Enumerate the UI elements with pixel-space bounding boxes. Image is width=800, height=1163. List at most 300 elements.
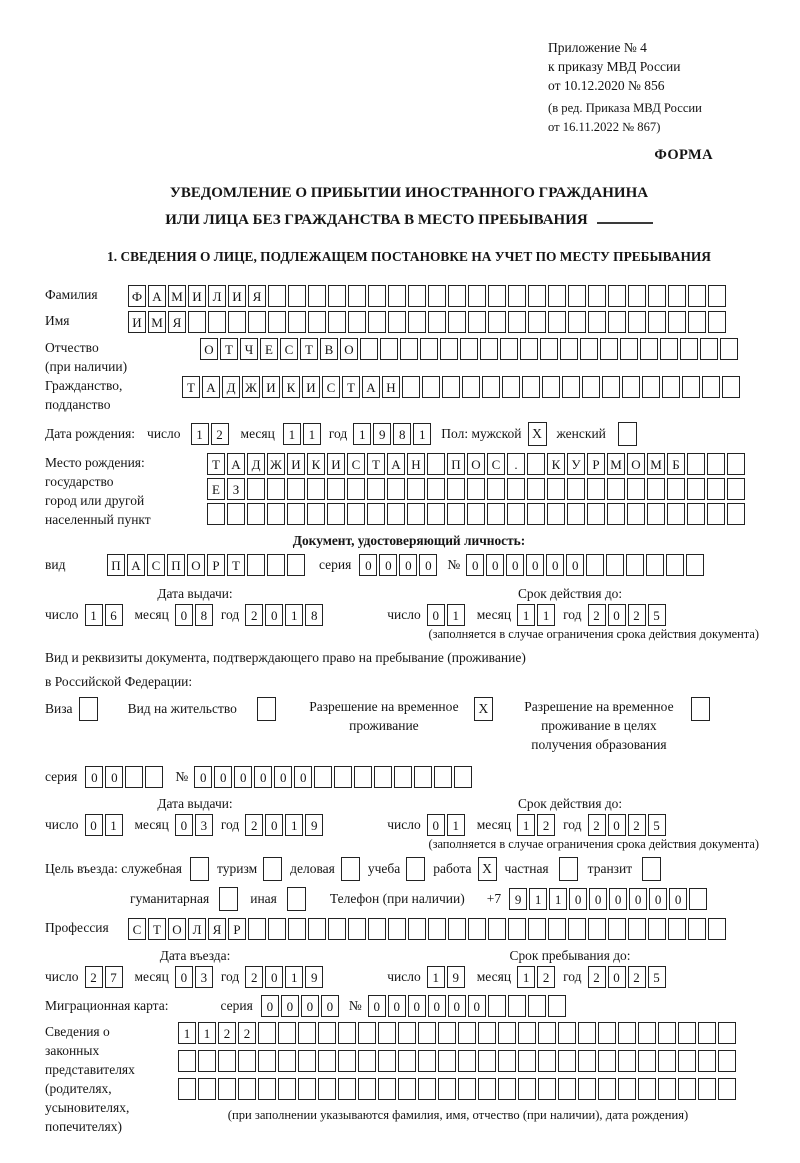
char-cell[interactable]: 0: [261, 995, 279, 1017]
char-cell[interactable]: 7: [105, 966, 123, 988]
char-cell[interactable]: [207, 503, 225, 525]
char-cell[interactable]: [414, 766, 432, 788]
char-cell[interactable]: 1: [529, 888, 547, 910]
char-cell[interactable]: 9: [509, 888, 527, 910]
char-cell[interactable]: [547, 478, 565, 500]
char-cell[interactable]: И: [262, 376, 280, 398]
char-cell[interactable]: 9: [305, 814, 323, 836]
char-cell[interactable]: [508, 311, 526, 333]
char-cell[interactable]: [498, 1050, 516, 1072]
char-cell[interactable]: О: [200, 338, 218, 360]
char-cell[interactable]: [418, 1078, 436, 1100]
char-cell[interactable]: [708, 918, 726, 940]
char-cell[interactable]: [718, 1078, 736, 1100]
char-cell[interactable]: [668, 918, 686, 940]
char-cell[interactable]: [348, 285, 366, 307]
char-cell[interactable]: [288, 285, 306, 307]
char-cell[interactable]: [542, 376, 560, 398]
char-cell[interactable]: [328, 918, 346, 940]
char-cell[interactable]: [427, 503, 445, 525]
char-cell[interactable]: 0: [669, 888, 687, 910]
char-cell[interactable]: 0: [254, 766, 272, 788]
char-cell[interactable]: [287, 503, 305, 525]
char-cell[interactable]: [508, 285, 526, 307]
char-cell[interactable]: 2: [85, 966, 103, 988]
char-cell[interactable]: [388, 311, 406, 333]
char-cell[interactable]: [558, 1078, 576, 1100]
char-cell[interactable]: 1: [427, 966, 445, 988]
char-cell[interactable]: 2: [537, 966, 555, 988]
char-cell[interactable]: 0: [466, 554, 484, 576]
char-cell[interactable]: 0: [569, 888, 587, 910]
char-cell[interactable]: 1: [283, 423, 301, 445]
visa-checkbox[interactable]: [79, 697, 98, 721]
char-cell[interactable]: [720, 338, 738, 360]
char-cell[interactable]: К: [282, 376, 300, 398]
char-cell[interactable]: 1: [353, 423, 371, 445]
char-cell[interactable]: [420, 338, 438, 360]
char-cell[interactable]: 0: [506, 554, 524, 576]
char-cell[interactable]: [547, 503, 565, 525]
char-cell[interactable]: [307, 503, 325, 525]
char-cell[interactable]: [418, 1050, 436, 1072]
char-cell[interactable]: С: [280, 338, 298, 360]
char-cell[interactable]: 0: [214, 766, 232, 788]
char-cell[interactable]: [538, 1022, 556, 1044]
char-cell[interactable]: А: [387, 453, 405, 475]
char-cell[interactable]: С: [347, 453, 365, 475]
char-cell[interactable]: [528, 995, 546, 1017]
char-cell[interactable]: [558, 1022, 576, 1044]
char-cell[interactable]: [588, 311, 606, 333]
char-cell[interactable]: [687, 503, 705, 525]
char-cell[interactable]: [508, 918, 526, 940]
char-cell[interactable]: 0: [194, 766, 212, 788]
char-cell[interactable]: [308, 285, 326, 307]
char-cell[interactable]: 1: [517, 604, 535, 626]
char-cell[interactable]: Т: [148, 918, 166, 940]
char-cell[interactable]: Ч: [240, 338, 258, 360]
char-cell[interactable]: Е: [207, 478, 225, 500]
char-cell[interactable]: [718, 1022, 736, 1044]
char-cell[interactable]: [218, 1078, 236, 1100]
char-cell[interactable]: [607, 503, 625, 525]
char-cell[interactable]: [422, 376, 440, 398]
char-cell[interactable]: [600, 338, 618, 360]
char-cell[interactable]: 0: [428, 995, 446, 1017]
char-cell[interactable]: 3: [195, 814, 213, 836]
char-cell[interactable]: Н: [382, 376, 400, 398]
char-cell[interactable]: [327, 503, 345, 525]
char-cell[interactable]: 2: [588, 814, 606, 836]
char-cell[interactable]: К: [307, 453, 325, 475]
char-cell[interactable]: [647, 503, 665, 525]
char-cell[interactable]: 0: [301, 995, 319, 1017]
char-cell[interactable]: 2: [628, 814, 646, 836]
char-cell[interactable]: М: [148, 311, 166, 333]
char-cell[interactable]: [407, 478, 425, 500]
char-cell[interactable]: [540, 338, 558, 360]
char-cell[interactable]: 2: [588, 966, 606, 988]
char-cell[interactable]: 0: [427, 814, 445, 836]
char-cell[interactable]: 0: [265, 604, 283, 626]
char-cell[interactable]: И: [327, 453, 345, 475]
char-cell[interactable]: [268, 311, 286, 333]
char-cell[interactable]: [708, 311, 726, 333]
char-cell[interactable]: [508, 995, 526, 1017]
char-cell[interactable]: [587, 478, 605, 500]
char-cell[interactable]: [702, 376, 720, 398]
char-cell[interactable]: .: [507, 453, 525, 475]
char-cell[interactable]: [678, 1078, 696, 1100]
char-cell[interactable]: [378, 1078, 396, 1100]
char-cell[interactable]: 0: [566, 554, 584, 576]
char-cell[interactable]: [407, 503, 425, 525]
char-cell[interactable]: [707, 478, 725, 500]
purpose-work-checkbox[interactable]: X: [478, 857, 497, 881]
char-cell[interactable]: Л: [208, 285, 226, 307]
char-cell[interactable]: Т: [342, 376, 360, 398]
char-cell[interactable]: Е: [260, 338, 278, 360]
char-cell[interactable]: [587, 503, 605, 525]
char-cell[interactable]: [267, 503, 285, 525]
char-cell[interactable]: 0: [608, 966, 626, 988]
char-cell[interactable]: Т: [182, 376, 200, 398]
char-cell[interactable]: [368, 918, 386, 940]
char-cell[interactable]: [527, 453, 545, 475]
char-cell[interactable]: [482, 376, 500, 398]
char-cell[interactable]: Ж: [242, 376, 260, 398]
char-cell[interactable]: [606, 554, 624, 576]
char-cell[interactable]: [658, 1050, 676, 1072]
char-cell[interactable]: [520, 338, 538, 360]
char-cell[interactable]: [558, 1050, 576, 1072]
char-cell[interactable]: [578, 1050, 596, 1072]
char-cell[interactable]: О: [627, 453, 645, 475]
char-cell[interactable]: [358, 1078, 376, 1100]
char-cell[interactable]: 2: [628, 966, 646, 988]
char-cell[interactable]: 5: [648, 604, 666, 626]
char-cell[interactable]: [560, 338, 578, 360]
char-cell[interactable]: [458, 1022, 476, 1044]
char-cell[interactable]: [447, 503, 465, 525]
char-cell[interactable]: [125, 766, 143, 788]
char-cell[interactable]: 0: [468, 995, 486, 1017]
char-cell[interactable]: [658, 1078, 676, 1100]
char-cell[interactable]: [287, 478, 305, 500]
char-cell[interactable]: [548, 995, 566, 1017]
char-cell[interactable]: [298, 1078, 316, 1100]
char-cell[interactable]: Т: [227, 554, 245, 576]
char-cell[interactable]: 0: [629, 888, 647, 910]
purpose-study-checkbox[interactable]: [406, 857, 425, 881]
char-cell[interactable]: [662, 376, 680, 398]
char-cell[interactable]: [238, 1078, 256, 1100]
char-cell[interactable]: 0: [175, 604, 193, 626]
char-cell[interactable]: [487, 478, 505, 500]
char-cell[interactable]: А: [127, 554, 145, 576]
char-cell[interactable]: А: [202, 376, 220, 398]
char-cell[interactable]: П: [447, 453, 465, 475]
char-cell[interactable]: [308, 311, 326, 333]
char-cell[interactable]: [488, 311, 506, 333]
char-cell[interactable]: [298, 1022, 316, 1044]
char-cell[interactable]: [618, 1022, 636, 1044]
char-cell[interactable]: 2: [245, 604, 263, 626]
char-cell[interactable]: 2: [588, 604, 606, 626]
char-cell[interactable]: У: [567, 453, 585, 475]
char-cell[interactable]: 0: [399, 554, 417, 576]
char-cell[interactable]: А: [148, 285, 166, 307]
char-cell[interactable]: [318, 1078, 336, 1100]
char-cell[interactable]: [354, 766, 372, 788]
char-cell[interactable]: [582, 376, 600, 398]
char-cell[interactable]: [427, 478, 445, 500]
char-cell[interactable]: [428, 311, 446, 333]
char-cell[interactable]: [608, 285, 626, 307]
char-cell[interactable]: [648, 285, 666, 307]
char-cell[interactable]: 8: [305, 604, 323, 626]
char-cell[interactable]: [638, 1050, 656, 1072]
char-cell[interactable]: [367, 503, 385, 525]
char-cell[interactable]: [618, 1050, 636, 1072]
char-cell[interactable]: [686, 554, 704, 576]
char-cell[interactable]: [438, 1022, 456, 1044]
char-cell[interactable]: [427, 453, 445, 475]
char-cell[interactable]: [668, 311, 686, 333]
char-cell[interactable]: [588, 285, 606, 307]
char-cell[interactable]: [247, 503, 265, 525]
char-cell[interactable]: [622, 376, 640, 398]
char-cell[interactable]: [648, 311, 666, 333]
char-cell[interactable]: И: [128, 311, 146, 333]
char-cell[interactable]: [528, 311, 546, 333]
char-cell[interactable]: [145, 766, 163, 788]
char-cell[interactable]: В: [320, 338, 338, 360]
char-cell[interactable]: 0: [105, 766, 123, 788]
char-cell[interactable]: [518, 1022, 536, 1044]
char-cell[interactable]: [400, 338, 418, 360]
char-cell[interactable]: Р: [587, 453, 605, 475]
char-cell[interactable]: [648, 918, 666, 940]
char-cell[interactable]: [568, 285, 586, 307]
char-cell[interactable]: [638, 1022, 656, 1044]
char-cell[interactable]: 1: [285, 814, 303, 836]
char-cell[interactable]: [527, 503, 545, 525]
char-cell[interactable]: [680, 338, 698, 360]
char-cell[interactable]: [707, 453, 725, 475]
purpose-humanitarian-checkbox[interactable]: [219, 887, 238, 911]
char-cell[interactable]: [347, 478, 365, 500]
char-cell[interactable]: [507, 478, 525, 500]
char-cell[interactable]: [328, 285, 346, 307]
char-cell[interactable]: [448, 311, 466, 333]
char-cell[interactable]: [678, 1050, 696, 1072]
temp-permit-checkbox[interactable]: X: [474, 697, 493, 721]
char-cell[interactable]: [578, 1078, 596, 1100]
char-cell[interactable]: 1: [285, 604, 303, 626]
char-cell[interactable]: [278, 1078, 296, 1100]
char-cell[interactable]: 5: [648, 966, 666, 988]
char-cell[interactable]: [468, 311, 486, 333]
char-cell[interactable]: 2: [537, 814, 555, 836]
char-cell[interactable]: П: [107, 554, 125, 576]
char-cell[interactable]: [398, 1050, 416, 1072]
char-cell[interactable]: [248, 918, 266, 940]
char-cell[interactable]: 1: [517, 966, 535, 988]
char-cell[interactable]: 0: [175, 966, 193, 988]
char-cell[interactable]: 1: [285, 966, 303, 988]
char-cell[interactable]: [267, 478, 285, 500]
char-cell[interactable]: [247, 478, 265, 500]
char-cell[interactable]: [628, 918, 646, 940]
char-cell[interactable]: [660, 338, 678, 360]
char-cell[interactable]: Я: [248, 285, 266, 307]
char-cell[interactable]: [418, 1022, 436, 1044]
char-cell[interactable]: [698, 1078, 716, 1100]
char-cell[interactable]: [367, 478, 385, 500]
char-cell[interactable]: С: [322, 376, 340, 398]
char-cell[interactable]: 0: [85, 814, 103, 836]
char-cell[interactable]: 1: [517, 814, 535, 836]
char-cell[interactable]: 0: [388, 995, 406, 1017]
char-cell[interactable]: [646, 554, 664, 576]
char-cell[interactable]: С: [128, 918, 146, 940]
char-cell[interactable]: 0: [265, 966, 283, 988]
char-cell[interactable]: 8: [195, 604, 213, 626]
char-cell[interactable]: [328, 311, 346, 333]
char-cell[interactable]: Б: [667, 453, 685, 475]
char-cell[interactable]: [602, 376, 620, 398]
char-cell[interactable]: [538, 1050, 556, 1072]
sex-female-checkbox[interactable]: [618, 422, 637, 446]
char-cell[interactable]: [698, 1050, 716, 1072]
char-cell[interactable]: [388, 285, 406, 307]
char-cell[interactable]: [458, 1050, 476, 1072]
char-cell[interactable]: [628, 311, 646, 333]
char-cell[interactable]: [620, 338, 638, 360]
char-cell[interactable]: Н: [407, 453, 425, 475]
char-cell[interactable]: 1: [178, 1022, 196, 1044]
char-cell[interactable]: [727, 453, 745, 475]
char-cell[interactable]: [527, 478, 545, 500]
char-cell[interactable]: И: [228, 285, 246, 307]
char-cell[interactable]: 1: [191, 423, 209, 445]
char-cell[interactable]: О: [187, 554, 205, 576]
char-cell[interactable]: 1: [537, 604, 555, 626]
char-cell[interactable]: А: [362, 376, 380, 398]
char-cell[interactable]: М: [168, 285, 186, 307]
char-cell[interactable]: [700, 338, 718, 360]
char-cell[interactable]: 0: [486, 554, 504, 576]
purpose-other-checkbox[interactable]: [287, 887, 306, 911]
char-cell[interactable]: [428, 918, 446, 940]
char-cell[interactable]: [467, 478, 485, 500]
char-cell[interactable]: Т: [220, 338, 238, 360]
temp-permit-edu-checkbox[interactable]: [691, 697, 710, 721]
char-cell[interactable]: [398, 1022, 416, 1044]
char-cell[interactable]: [687, 453, 705, 475]
char-cell[interactable]: [428, 285, 446, 307]
char-cell[interactable]: 1: [303, 423, 321, 445]
char-cell[interactable]: [388, 918, 406, 940]
char-cell[interactable]: Д: [247, 453, 265, 475]
char-cell[interactable]: 0: [427, 604, 445, 626]
char-cell[interactable]: Т: [300, 338, 318, 360]
char-cell[interactable]: [568, 918, 586, 940]
char-cell[interactable]: [347, 503, 365, 525]
char-cell[interactable]: [258, 1078, 276, 1100]
char-cell[interactable]: [188, 311, 206, 333]
char-cell[interactable]: [618, 1078, 636, 1100]
char-cell[interactable]: [348, 311, 366, 333]
char-cell[interactable]: 0: [359, 554, 377, 576]
char-cell[interactable]: [498, 1022, 516, 1044]
char-cell[interactable]: 0: [294, 766, 312, 788]
char-cell[interactable]: 0: [608, 814, 626, 836]
char-cell[interactable]: [462, 376, 480, 398]
char-cell[interactable]: [198, 1078, 216, 1100]
char-cell[interactable]: [598, 1078, 616, 1100]
char-cell[interactable]: [408, 311, 426, 333]
char-cell[interactable]: [434, 766, 452, 788]
char-cell[interactable]: [402, 376, 420, 398]
char-cell[interactable]: [218, 1050, 236, 1072]
char-cell[interactable]: Л: [188, 918, 206, 940]
char-cell[interactable]: [500, 338, 518, 360]
char-cell[interactable]: [358, 1022, 376, 1044]
char-cell[interactable]: [288, 918, 306, 940]
char-cell[interactable]: [438, 1050, 456, 1072]
sex-male-checkbox[interactable]: X: [528, 422, 547, 446]
char-cell[interactable]: [722, 376, 740, 398]
purpose-business-checkbox[interactable]: [341, 857, 360, 881]
char-cell[interactable]: [438, 1078, 456, 1100]
char-cell[interactable]: [358, 1050, 376, 1072]
char-cell[interactable]: [198, 1050, 216, 1072]
char-cell[interactable]: [528, 285, 546, 307]
char-cell[interactable]: 9: [447, 966, 465, 988]
char-cell[interactable]: [314, 766, 332, 788]
char-cell[interactable]: [518, 1078, 536, 1100]
char-cell[interactable]: [727, 503, 745, 525]
char-cell[interactable]: [380, 338, 398, 360]
char-cell[interactable]: 0: [609, 888, 627, 910]
char-cell[interactable]: [338, 1050, 356, 1072]
char-cell[interactable]: 2: [211, 423, 229, 445]
char-cell[interactable]: 1: [413, 423, 431, 445]
char-cell[interactable]: [360, 338, 378, 360]
char-cell[interactable]: О: [340, 338, 358, 360]
char-cell[interactable]: [258, 1050, 276, 1072]
char-cell[interactable]: И: [302, 376, 320, 398]
char-cell[interactable]: [487, 503, 505, 525]
char-cell[interactable]: С: [147, 554, 165, 576]
char-cell[interactable]: 0: [321, 995, 339, 1017]
char-cell[interactable]: [638, 1078, 656, 1100]
char-cell[interactable]: [688, 311, 706, 333]
residence-permit-checkbox[interactable]: [257, 697, 276, 721]
char-cell[interactable]: С: [487, 453, 505, 475]
char-cell[interactable]: [642, 376, 660, 398]
char-cell[interactable]: [387, 503, 405, 525]
char-cell[interactable]: 2: [245, 814, 263, 836]
char-cell[interactable]: [678, 1022, 696, 1044]
char-cell[interactable]: Ж: [267, 453, 285, 475]
char-cell[interactable]: [548, 918, 566, 940]
char-cell[interactable]: 2: [218, 1022, 236, 1044]
char-cell[interactable]: [727, 478, 745, 500]
